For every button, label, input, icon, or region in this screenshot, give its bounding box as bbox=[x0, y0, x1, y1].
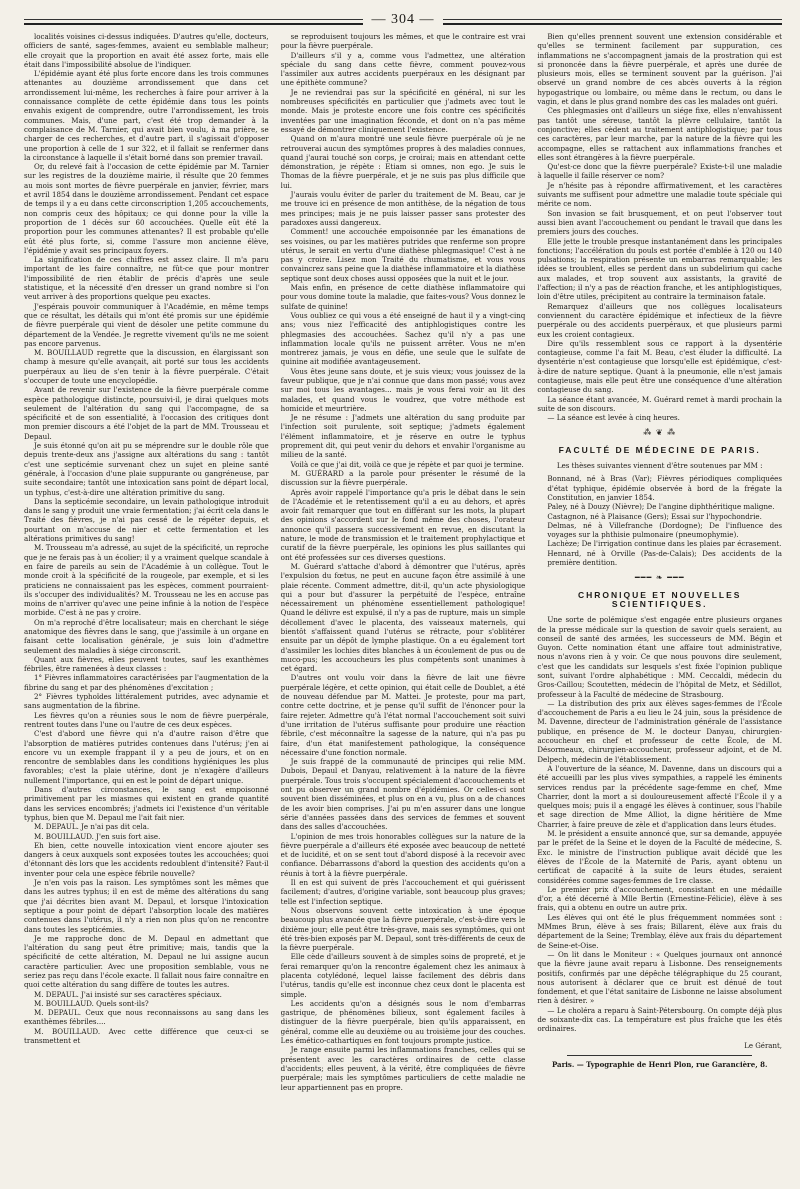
paragraph: Je me rapproche donc de M. Depaul en admettant que l'altération du sang peut être primitive; mais, tandis que la spécificité de cette altération, M. Depaul ne lui assigne aucun caractère particulier. Avec une proposition semblable, vous ne seriez pas reçu dans l'école exacte. Il fallait nous faire connaître en quoi cette altération du sang diffère de toutes les autres. bbox=[24, 933, 269, 990]
paragraph: M. BOUILLAUD. Quels sont-ils? bbox=[34, 998, 149, 1008]
page-header bbox=[24, 0, 782, 32]
paragraph: Je suis frappé de la communauté de principes qui relie MM. Dubois, Depaul et Danyau, relativement à la nature de la fièvre puerpérale. Tous trois s'occupent spécialement d'accouchements et ont pu observer un grand nombre d'épidémies. Or celles-ci sont souvent bien disséminées, et plus on en a vu, plus on a de chances de les avoir bien comprises. J'ai pu m'en assurer dans une longue série d'années passées dans des services de femmes et souvent dans des salles d'accouchées. bbox=[280, 757, 526, 832]
chronicle-body bbox=[537, 615, 782, 1033]
paragraph: Je n'en vois pas la raison. Les symptômes sont les mêmes que dans les autres typhus; il en est de même des altérations du sang que j'ai décrites bien avant M. Depaul, et lorsque l'intoxication septique a pour point de départ l'absorption locale des matières contenues dans l'utérus, il n'y a rien non plus qu'on ne rencontre dans toutes les septicémies. bbox=[24, 878, 269, 934]
section-ornament-2: ━━━ ❧ ━━━ bbox=[634, 573, 685, 583]
faculty-intro: Les thèses suivantes viennent d'être soutenues par MM : bbox=[556, 461, 763, 471]
paragraph: localités voisines ci-dessus indiquées. D'autres qu'elle, docteurs, officiers de santé, sages-femmes, avaient eu semblable malheur; elle croyait que la proportion en avait été assez forte, mais elle était dans l'impossibilité absolue de l'indiquer. bbox=[24, 32, 269, 69]
paragraph: Comment! une accouchée empoisonnée par les émanations de ses voisines, ou par les matières putrides que renferme son propre utérus, le serait en vertu d'une diathèse phlegmasique! C'est à ne pas y croire. Lisez mon Traité du rhumatisme, et vous vous convaincrez sans peine que la diathèse inflammatoire et la diathèse septique sont deux choses aussi opposées que la nuit et le jour. bbox=[280, 227, 526, 283]
paragraph: Nous observons souvent cette intoxication à une époque beaucoup plus avancée que la fièvre puerpérale, c'est-à-dire vers le dixième jour; elle peut être très-grave, mais ses symptômes, qui ont été très-bien exposés par M. Depaul, sont très-différents de ceux de la fièvre puerpérale. bbox=[280, 905, 526, 953]
paragraph: D'ailleurs s'il y a, comme vous l'admettez, une altération spéciale du sang dans cette fièvre, comment pouvez-vous l'assimiler aux autres accidents puerpéraux en les désignant par une épithète commune? bbox=[280, 50, 526, 88]
paragraph: — La séance est levée à cinq heures. bbox=[547, 413, 680, 423]
page-number: — 304 — bbox=[363, 12, 443, 28]
paragraph: Son invasion se fait brusquement, et on peut l'observer tout aussi bien avant l'accouchement ou pendant le travail que dans les premiers jours des couches. bbox=[537, 208, 783, 237]
column-2 bbox=[281, 32, 526, 1177]
paragraph: Il en est qui suivent de près l'accouchement et qui guérissent facilement; d'autres, d'origine variable, sont beaucoup plus graves; telle est l'infection septique. bbox=[280, 878, 526, 906]
thesis-entry: Paley, né à Douzy (Nièvre); De l'angine diphthéritique maligne. bbox=[547, 502, 775, 512]
chronicle-paragraph: Les élèves qui ont été le plus fréquemment nommées sont : MMmes Brun, élève à ses frais; Billarent, élève aux frais du département de la Seine; Tremblay, élève aux frais du département de Seine-et-Oise. bbox=[537, 912, 783, 950]
paragraph: Mais enfin, en présence de cette diathèse inflammatoire qui pour vous domine toute la maladie, que faites-vous? Vous donnez le sulfate de quinine! bbox=[280, 283, 526, 311]
paragraph: D'autres ont voulu voir dans la fièvre de lait une fièvre puerpérale légère, et cette opinion, qui était celle de Doublet, a été de nouveau défendue par M. Mattei. Je proteste, pour ma part, contre cette doctrine, et je pense qu'il suffit de l'énoncer pour la faire rejeter. Admettre qu'à l'état normal l'accouchement soit suivi d'une irritation de l'utérus suffisante pour produire une réaction fébrile, c'est méconnaître la sagesse de la nature, qui n'a pas pu faire, d'un état manifestement pathologique, la conséquence nécessaire d'une fonction normale. bbox=[280, 673, 526, 757]
paragraph: Je range ensuite parmi les inflammations franches, celles qui se présentent avec les caractères ordinaires de cette classe d'accidents; elles peuvent, à la vérité, être compliquées de fièvre puerpérale; mais les symptômes particuliers de cette maladie ne leur appartiennent pas en propre. bbox=[280, 1045, 526, 1092]
paragraph: M. Guérard s'attache d'abord à démontrer que l'utérus, après l'expulsion du fœtus, ne peut en aucune façon être assimilé à une plaie récente. Comment admettre, dit-il, qu'un acte physiologique qui a pour but d'assurer la perpétuité de l'espèce, entraîne nécessairement un phénomène essentiellement pathologique! Quand le délivre est expulsé, il n'y a pas de rupture, mais un simple décollement d'avec le placenta, des vaisseaux maternels, qui bientôt s'affaissent quand l'utérus se rétracte, pour s'oblitérer ensuite par un dépôt de lymphe plastique. On a eu également tort d'assimiler les lochies dites blanches à un écoulement de pus ou de muco-pus; les accoucheurs les plus compétents sont unanimes à cet égard. bbox=[280, 561, 526, 674]
thesis-entry: Bonnand, né à Bras (Var); Fièvres périodiques compliquées d'état typhique, épidémie observée à bord de la frégate la Constitution, en janvier 1854. bbox=[547, 474, 783, 502]
paragraph: Je n'hésite pas à répondre affirmativement, et les caractères suivants me suffisent pour admettre une maladie toute spéciale qui mérite ce nom. bbox=[537, 180, 783, 209]
paragraph: L'opinion de mes trois honorables collègues sur la nature de la fièvre puerpérale a d'ailleurs été exposée avec beaucoup de netteté et de lucidité, et on se sent tout d'abord disposé à la recevoir avec confiance. Débarrassons d'abord la question des accidents qu'on a réunis à tort à la fièvre puerpérale. bbox=[280, 831, 526, 878]
chronicle-paragraph: Le premier prix d'accouchement, consistant en une médaille d'or, a été décerné à Mlle Bertin (Ernestine-Félicie), élève à ses frais, qui a obtenu en outre un autre prix. bbox=[537, 884, 783, 913]
paragraph: J'espérais pouvoir communiquer à l'Académie, en même temps que ce résultat, les détails qui m'ont été promis sur une épidémie de fièvre puerpérale qui vient de désoler une petite commune du département de la Vendée. Je regrette vivement qu'ils ne me soient pas encore parvenus. bbox=[24, 301, 269, 348]
paragraph: M. BOUILLAUD. Avec cette différence que ceux-ci se transmettent et bbox=[24, 1026, 269, 1046]
paragraph: Les accidents qu'on a désignés sous le nom d'embarras gastrique, de phénomènes bilieux, sont également faciles à distinguer de la fièvre puerpérale, bien qu'ils apparaissent, en général, comme elle au deuxième ou au troisième jour des couches. Les émético-cathartiques en font toujours prompte justice. bbox=[280, 998, 526, 1046]
chronicle-paragraph: — Le choléra a reparu à Saint-Pétersbourg. On compte déjà plus de soixante-dix cas. La température est plus fraîche que les étés ordinaires. bbox=[537, 1005, 783, 1034]
signature: Le Gérant, bbox=[744, 1041, 783, 1050]
column-3 bbox=[537, 32, 782, 1177]
paragraph: L'épidémie ayant été plus forte encore dans les trois communes attenantes au douzième arrondissement que dans cet arrondissement lui-même, les recherches à faire pour arriver à la connaissance complète de cette épidémie dans tous les points envahis exigent de comprendre, outre l'arrondissement, les trois communes. Mais, d'une part, c'est été trop demander à la complaisance de M. Tarnier, qui avait bien voulu, à ma prière, se charger de ces recherches, et d'autre part, il s'agissait d'opposer une proportion à celle de 1 sur 322, et il fallait se renfermer dans la circonstance à laquelle il s'était borné dans son premier travail. bbox=[24, 69, 269, 162]
column-1 bbox=[24, 32, 269, 1177]
paragraph: Voilà ce que j'ai dit, voilà ce que je répète et par quoi je termine. bbox=[290, 459, 524, 469]
paragraph: Je suis étonné qu'on ait pu se méprendre sur le double rôle que depuis trente-deux ans j'assigne aux altérations du sang : tantôt c'est une septicémie survenant chez un sujet en pleine santé générale, à l'occasion d'une plaie suppurante ou gangréneuse, par suite secondaire; tantôt une intoxication sans point de départ local, un typhus, c'est-à-dire une altération primitive du sang. bbox=[24, 441, 269, 497]
paragraph: M. DEPAUL. Ceux que nous reconnaissons au sang dans les exanthèmes fébriles.... bbox=[24, 1008, 269, 1027]
paragraph: M. BOUILLAUD. J'en suis fort aise. bbox=[34, 831, 161, 841]
paragraph: Bien qu'elles prennent souvent une extension considérable et qu'elles se terminent facilement par suppuration, ces inflammations ne s'accompagnent jamais de la prostration qui est si prononcée dans la fièvre puerpérale, et après une durée de plusieurs mois, elles se terminent souvent par la guérison. J'ai observé un grand nombre de ces abcès ouverts à la région hypogastrique ou lombaire, ou même dans le rectum, ou dans le vagin, et dans le plus grand nombre des cas les malades ont guéri. bbox=[537, 32, 783, 107]
paragraph: Je ne résume : J'admets une altération du sang produite par l'infection soit purulente, soit septique; j'admets également l'élément inflammatoire, et je réserve en outre le typhus proprement dit, qui peut venir du dehors et envahir l'organisme au milieu de la santé. bbox=[280, 413, 526, 460]
paragraph: M. GUÉRARD a la parole pour présenter le résumé de la discussion sur la fièvre puerpérale. bbox=[280, 468, 526, 488]
paragraph: Eh bien, cette nouvelle intoxication vient encore ajouter ses dangers à ceux auxquels sont exposées toutes les accouchées; quoi d'étonnant dès lors que les accidents redoublent d'intensité? Faut-il inventer pour cela une espèce fébrile nouvelle? bbox=[24, 840, 269, 878]
theses-list bbox=[537, 474, 782, 567]
paragraph: Vous êtes jeune sans doute, et je suis vieux; vous jouissez de la faveur publique, que je n'ai connue que dans mon passé; vous avez sur moi tous les avantages... mais je vous ferai voir au lit des malades, et quand vous le voudrez, que votre méthode est homicide et meurtrière. bbox=[280, 366, 526, 413]
paragraph: Dire qu'ils ressemblent sous ce rapport à la dysentérie contagieuse, comme l'a fait M. Beau, c'est éluder la difficulté. La dysentérie n'est contagieuse que lorsqu'elle est épidémique, c'est-à-dire de nature septique. Quant à la pneumonie, elle n'est jamais contagieuse, mais elle peut être une conséquence d'une altération contagieuse du sang. bbox=[537, 338, 783, 395]
faculty-section-title: FACULTÉ DE MÉDECINE DE PARIS. bbox=[558, 444, 761, 455]
paragraph: Remarquez d'ailleurs que nos collègues localisateurs conviennent du caractère épidémique et infectieux de la fièvre puerpérale ou des accidents puerpéraux, et que plusieurs parmi eux les croient contagieux. bbox=[537, 301, 783, 339]
section-ornament: ⁂ ❦ ⁂ bbox=[643, 428, 677, 438]
paragraph: Vous oubliez ce qui vous a été enseigné de haut il y a vingt-cinq ans; vous niez l'efficacité des antiphlogistiques contre les phlegmasies des accouchées. Sachez qu'il n'y a pas une inflammation locale qu'ils ne puissent arrêter. Vous ne m'en montrerez jamais, je vous en défie, une seule que le sulfate de quinine ait modifiée avantageusement. bbox=[280, 310, 526, 367]
paragraph: Après avoir rappelé l'importance qu'a pris le débat dans le sein de l'Académie et le retentissement qu'il a eu au dehors, et après avoir fait remarquer que tout en différant sur les mots, la plupart des opinions s'accordent sur le fond même des choses, l'orateur annonce qu'il passera successivement en revue, en discutant la nature, le mode de transmission et le traitement prophylactique et curatif de la fièvre puerpérale, les opinions les plus saillantes qui ont été professées sur ces diverses questions. bbox=[280, 487, 526, 562]
paragraph: Avant de revenir sur l'existence de la fièvre puerpérale comme espèce pathologique distincte, poursuivi-il, je dirai quelques mots seulement de l'altération du sang qui l'accompagne, de sa spécificité et de son essentialité, à l'occasion des critiques dont mon premier discours a été l'objet de la part de MM. Trousseau et Depaul. bbox=[24, 385, 269, 441]
paragraph: Qu'est-ce donc que la fièvre puerpérale? Existe-t-il une maladie à laquelle il faille réserver ce nom? bbox=[537, 162, 783, 181]
paragraph: Ces phlegmasies ont d'ailleurs un siége fixe, elles n'envahissent pas tantôt une séreuse, tantôt la plèvre cellulaire, tantôt la conjonctive; elles cèdent au traitement antiphlogistique; par tous ces caractères, par leur marche, par la nature de la fièvre qui les accompagne, elles se rattachent aux inflammations franches et elles sont étrangères à la fièvre puerpérale. bbox=[537, 106, 783, 162]
paragraph: Je ne reviendrai pas sur la spécificité en général, ni sur les nombreuses spécificités en particulier que j'admets avec tout le monde. Mais je proteste encore une fois contre ces spécificités inventées par une imagination féconde, et dont on n'a pas même essayé de démontrer cliniquement l'existence. bbox=[280, 87, 526, 134]
paragraph: M. Trousseau m'a adressé, au sujet de la spécificité, un reproche que je ne ferais pas à un écolier; il y a vraiment quelque scandale à en faire de pareils au sein de l'Académie à un collègue. Tout le monde croit à la spécificité de la rougeole, par exemple, et si les praticiens ne connaissaient pas les espèces, comment pourraient-ils s'occuper des individualités? M. Trousseau ne les en accuse pas moins de n'arriver qu'avec une peine infinie à la notion de l'espèce morbide. C'est à ne pas y croire. bbox=[24, 543, 269, 618]
chronicle-paragraph: — La distribution des prix aux élèves sages-femmes de l'École d'accouchement de Paris a eu lieu le 24 juin, sous la présidence de M. Davenne, directeur de l'administration générale de l'assistance publique, en présence de M. le docteur Danyau, chirurgien-accoucheur en chef et professeur de cette École, de M. Désormeaux, chirurgien-accoucheur, professeur adjoint, et de M. Delpech, médecin de l'établissement. bbox=[537, 698, 783, 764]
text-columns bbox=[24, 32, 782, 1177]
paragraph: C'est d'abord une fièvre qui n'a d'autre raison d'être que l'absorption de matières putrides contenues dans l'utérus; j'en ai encore vu un exemple frappant il y a peu de jours, et on en rencontre de semblables dans les conditions hygiéniques les plus favorables; c'est la plaie utérine, dont je n'exagère d'ailleurs nullement l'importance, qui en est le point de départ unique. bbox=[24, 729, 269, 785]
thesis-entry: Hennard, né à Orville (Pas-de-Calais); Des accidents de la première dentition. bbox=[547, 548, 783, 568]
column-3-body bbox=[537, 32, 782, 422]
paragraph: Quand on m'aura montré une seule fièvre puerpérale où je ne retrouverai aucun des symptômes propres à des maladies connues, quand j'aurai touché son corps, je croirai; mais en attendant cette démonstration, je répète : Etiam si omnes, non ego. Je suis le Thomas de la fièvre puerpérale, et je ne suis pas plus difficile que lui. bbox=[280, 134, 526, 190]
thesis-entry: Castagnon, né à Plaisance (Gers); Essai sur l'hypochondrie. bbox=[547, 511, 762, 521]
paragraph: Les fièvres qu'on a réunies sous le nom de fièvre puerpérale, rentrent toutes dans l'une ou l'autre de ces deux espèces. bbox=[24, 710, 269, 729]
imprint-divider bbox=[567, 1055, 752, 1056]
chronicle-paragraph: M. le président a ensuite annoncé que, sur sa demande, appuyée par le préfet de la Seine et le doyen de la Faculté de médecine, S. Exc. le ministre de l'instruction publique avait décidé que les élèves de l'École de la Maternité de Paris, ayant obtenu un certificat de capacité à la suite de leurs études, seraient considérées comme sages-femmes de 1re classe. bbox=[537, 829, 783, 885]
paragraph: M. BOUILLAUD regrette que la discussion, en élargissant son champ à mesure qu'elle avançait, ait porté sur tous les accidents puerpéraux au lieu de s'en tenir à la fièvre puerpérale. C'était s'occuper de toute une encyclopédie. bbox=[24, 348, 269, 385]
paragraph: 1° Fièvres inflammatoires caractérisées par l'augmentation de la fibrine du sang et par des phénomènes d'excitation ; bbox=[24, 673, 269, 692]
chronicle-paragraph: A l'ouverture de la séance, M. Davenne, dans un discours qui a été accueilli par les plus vives sympathies, a rappelé les éminents services rendus par la précédente sage-femme en chef, Mme Charrier, dont la mort a si douloureusement affecté l'École il y a quelques mois; puis il a engagé les élèves à continuer, sous l'habile et sage direction de Mme Alliot, la digne héritière de Mme Charrier, à faire preuve de zèle et d'application dans leurs études. bbox=[537, 763, 783, 829]
paragraph: Quant aux fièvres, elles peuvent toutes, sauf les exanthèmes fébriles, être ramenées à deux classes : bbox=[24, 654, 269, 674]
paragraph: On m'a reproché d'être localisateur; mais en cherchant le siége anatomique des fièvres dans le sang, que j'assimile à un organe en faisant cette localisation générale, je suis loin d'admettre seulement des maladies à siége circonscrit. bbox=[24, 617, 269, 655]
paragraph: M. DEPAUL. J'ai insisté sur ses caractères spéciaux. bbox=[34, 989, 222, 999]
paragraph: Elle jette le trouble presque instantanément dans les principales fonctions; l'accélération du pouls est portée d'emblée à 120 ou 140 pulsations; la respiration présente un embarras remarquable; les idées se troublent, elles se perdent dans un subdelirium qui cache aux malades, et trop souvent aux assistants, la gravité de l'affection; il n'y a pas de réaction franche, et les antiphlogistiques, loin d'être utiles, précipitent au contraire la terminaison fatale. bbox=[537, 236, 783, 302]
chronicle-section-title: CHRONIQUE ET NOUVELLES SCIENTIFIQUES. bbox=[577, 589, 742, 609]
paragraph: 2° Fièvres typhoïdes littéralement putrides, avec adynamie et sans augmentation de la fibrine. bbox=[24, 692, 269, 711]
paragraph: se reproduisent toujours les mêmes, et que le contraire est vrai pour la fièvre puerpérale. bbox=[280, 32, 526, 51]
paragraph: Elle cède d'ailleurs souvent à de simples soins de propreté, et je ferai remarquer qu'on la rencontre également chez les animaux à placenta cotylédoné, lequel laisse facilement des débris dans l'utérus, tandis qu'elle est inconnue chez ceux dont le placenta est simple. bbox=[280, 952, 526, 999]
paragraph: J'aurais voulu éviter de parler du traitement de M. Beau, car je me trouve ici en présence de mon antithèse, de la négation de tous mes principes; mais je ne puis laisser passer sans protester des paradoxes aussi dangereux. bbox=[280, 190, 526, 227]
chronicle-paragraph: — On lit dans le Moniteur : « Quelques journaux ont annoncé que la fièvre jaune avait reparu à Lisbonne. Des renseignements positifs, confirmés par une dépêche télégraphique du 25 courant, nous autorisent à déclarer que ce bruit est dénué de tout fondement, et que l'état sanitaire de Lisbonne ne laisse absolument rien à désirer. » bbox=[537, 949, 783, 1006]
thesis-entry: Lachèze; De l'irrigation continue dans les plaies par écrasement. bbox=[547, 539, 782, 549]
paragraph: Dans la septicémie secondaire, un levain pathologique introduit dans le sang y produit une vraie fermentation; j'ai écrit cela dans le Traité des fièvres, je n'ai pas cessé de le répéter depuis, et pourtant on m'accuse de nier et cette fermentation et les altérations primitives du sang! bbox=[24, 496, 269, 544]
chronicle-paragraph: Une sorte de polémique s'est engagée entre plusieurs organes de la presse médicale sur la question de savoir quels seraient, au conseil de santé des armées, les successeurs de MM. Bégin et Guyon. Cette nomination étant une affaire tout administrative, nous n'avons rien à y voir. Ce que nous pouvons dire seulement, c'est que les candidats sur lesquels s'est fixée l'opinion publique sont, suivant l'ordre alphabétique : MM. Ceccaldi, médecin du Gros-Caillou; Scoutetten, médecin de l'hôpital de Metz, et Sédillot, professeur à la Faculté de médecine de Strasbourg. bbox=[537, 615, 783, 699]
paragraph: M. DEPAUL. Je n'ai pas dit cela. bbox=[34, 822, 150, 832]
paragraph: Dans d'autres circonstances, le sang est empoisonné primitivement par les miasmes qui existent en grande quantité dans les services encombrés; j'admets ici l'existence d'un véritable typhus, bien que M. Depaul me l'ait fait nier. bbox=[24, 785, 269, 822]
paragraph: Or, du relevé fait à l'occasion de cette épidémie par M. Tarnier sur les registres de la douzième mairie, il résulte que 20 femmes au mois sont mortes de fièvre puerpérale en janvier, février, mars et avril 1854 dans le douzième arrondissement. Pendant cet espace de temps il y a eu dans cette circonscription 1,205 accouchements, non compris ceux des hôpitaux; ce qui donne pour la ville la proportion de 1 décès sur 60 accouchées. Quelle eût été la proportion pour les communes attenantes? Il est probable qu'elle eût été plus forte, si, comme l'assure mon ancienne élève, l'épidémie y avait ses principaux foyers. bbox=[24, 162, 269, 255]
thesis-entry: Delmas, né à Villefranche (Dordogne); De l'influence des voyages sur la phthisie pulmonaire (pneumophymie). bbox=[547, 520, 783, 540]
imprint: Paris. — Typographie de Henri Plon, rue Garancière, 8. bbox=[551, 1059, 768, 1069]
paragraph: La signification de ces chiffres est assez claire. Il m'a paru important de les faire connaître, ne fût-ce que pour montrer l'impossibilité de rien établir de précis d'après une seule statistique, et la nécessité d'en dresser un grand nombre si l'on veut arriver à des proportions quelque peu exactes. bbox=[24, 255, 269, 302]
paragraph: La séance étant avancée, M. Guérard remet à mardi prochain la suite de son discours. bbox=[537, 394, 783, 413]
